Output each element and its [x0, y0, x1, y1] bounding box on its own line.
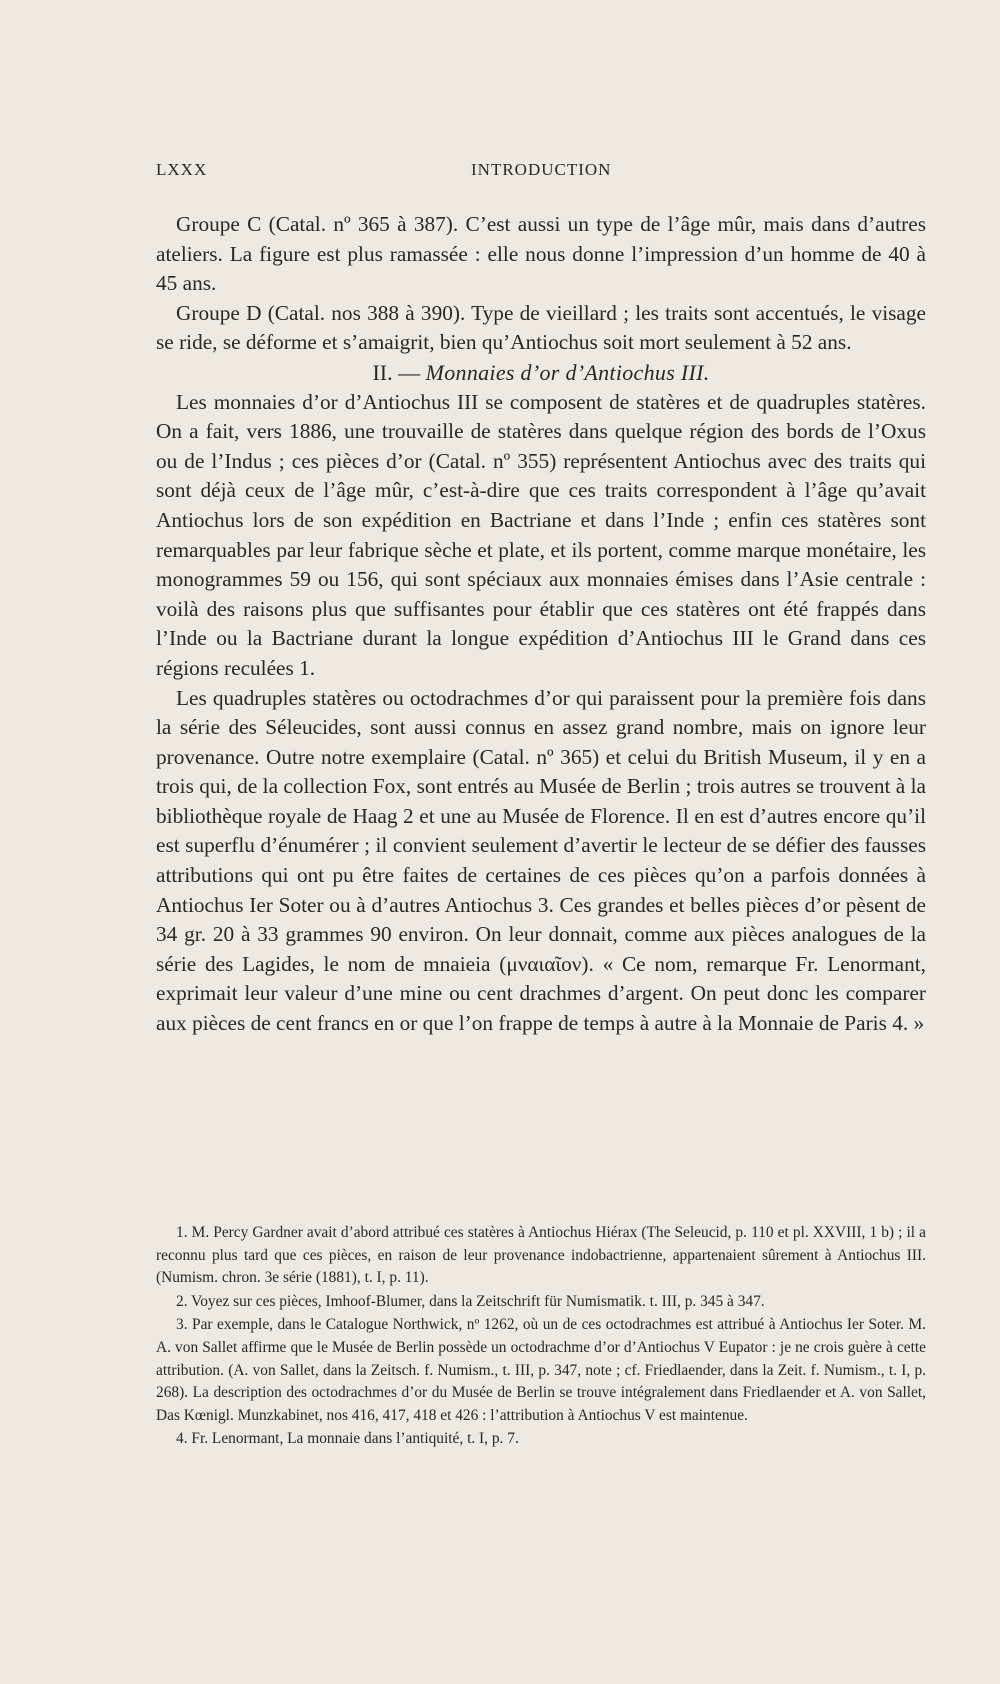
- page-number: LXXX: [156, 160, 208, 179]
- paragraph-groupe-d: Groupe D (Catal. nos 388 à 390). Type de vieillard ; les traits sont accentués, le visage se ride, se déforme et s’amaigrit, bien qu’Antiochus soit mort seulement à 52 ans.: [156, 300, 926, 355]
- running-title: INTRODUCTION: [471, 160, 612, 179]
- footnote-3: 3. Par exemple, dans le Catalogue Northwick, nº 1262, où un de ces octodrachmes est attribué à Antiochus Ier Soter. M. A. von Sallet affirme que le Musée de Berlin possède un octodrachme d’or d’Antiochus V Eupator : je ne crois guère à cette attribution. (A. von Sallet, dans la Zeitsch. f. Numism., t. III, p. 347, note ; cf. Friedlaender, dans la Zeit. f. Numism., t. I, p. 268). La description des octodrachmes d’or du Musée de Berlin se trouve intégralement dans Friedlaender et A. von Sallet, Das Kœnigl. Munzkabinet, nos 416, 417, 418 et 426 : l’attribution à Antiochus V est maintenue.: [156, 1316, 926, 1424]
- paragraph-groupe-c: Groupe C (Catal. nº 365 à 387). C’est aussi un type de l’âge mûr, mais dans d’autres ateliers. La figure est plus ramassée : elle nous donne l’impression d’un homme de 40 à 45 ans.: [156, 212, 926, 296]
- section-heading: [156, 358, 926, 388]
- section-title: Monnaies d’or d’Antiochus III.: [425, 359, 710, 385]
- paragraph-monnaies-or: Les monnaies d’or d’Antiochus III se composent de statères et de quadruples statères. On a fait, vers 1886, une trouvaille de statères dans quelque région des bords de l’Oxus ou de l’Indus ; ces pièces d’or (Catal. nº 355) représentent Antiochus avec des traits qui sont déjà ceux de l’âge mûr, c’est-à-dire que ces traits correspondent à l’âge qu’avait Antiochus lors de son expédition en Bactriane et dans l’Inde ; enfin ces statères sont remarquables par leur fabrique sèche et plate, et ils portent, comme marque monétaire, les monogrammes 59 ou 156, qui sont spéciaux aux monnaies émises dans l’Asie centrale : voilà des raisons plus que suffisantes pour établir que ces statères ont été frappés dans l’Inde ou la Bactriane durant la longue expédition d’Antiochus III le Grand dans ces régions reculées 1.: [156, 389, 926, 680]
- footnote-2: 2. Voyez sur ces pièces, Imhoof-Blumer, dans la Zeitschrift für Numismatik. t. III, p. 345 à 347.: [176, 1292, 765, 1310]
- main-text: [156, 210, 926, 1039]
- footnotes: [156, 1222, 926, 1451]
- section-number: II. —: [372, 359, 421, 385]
- paragraph-quadruples-stateres: Les quadruples statères ou octodrachmes d’or qui paraissent pour la première fois dans la série des Séleucides, sont aussi connus en assez grand nombre, mais on ignore leur provenance. Outre notre exemplaire (Catal. nº 365) et celui du British Museum, il y en a trois qui, de la collection Fox, sont entrés au Musée de Berlin ; trois autres se trouvent à la bibliothèque royale de Haag 2 et une au Musée de Florence. Il en est d’autres encore qu’il est superflu d’énumérer ; il convient seulement d’avertir le lecteur de se défier des fausses attributions qui ont pu être faites de certaines de ces pièces qu’on a parfois données à Antiochus Ier Soter ou à d’autres Antiochus 3. Ces grandes et belles pièces d’or pèsent de 34 gr. 20 à 33 grammes 90 environ. On leur donnait, comme aux pièces analogues de la série des Lagides, le nom de mnaieia (μναιαῖον). « Ce nom, remarque Fr. Lenormant, exprimait leur valeur d’une mine ou cent drachmes d’argent. On peut donc les comparer aux pièces de cent francs en or que l’on frappe de temps à autre à la Monnaie de Paris 4. »: [156, 685, 926, 1036]
- footnote-4: 4. Fr. Lenormant, La monnaie dans l’antiquité, t. I, p. 7.: [176, 1430, 519, 1448]
- footnote-1: 1. M. Percy Gardner avait d’abord attribué ces statères à Antiochus Hiérax (The Seleucid, p. 110 et pl. XXVIII, 1 b) ; il a reconnu plus tard que ces pièces, en raison de leur provenance indobactrienne, appartenaient sûrement à Antiochus III. (Numism. chron. 3e série (1881), t. I, p. 11).: [156, 1224, 926, 1287]
